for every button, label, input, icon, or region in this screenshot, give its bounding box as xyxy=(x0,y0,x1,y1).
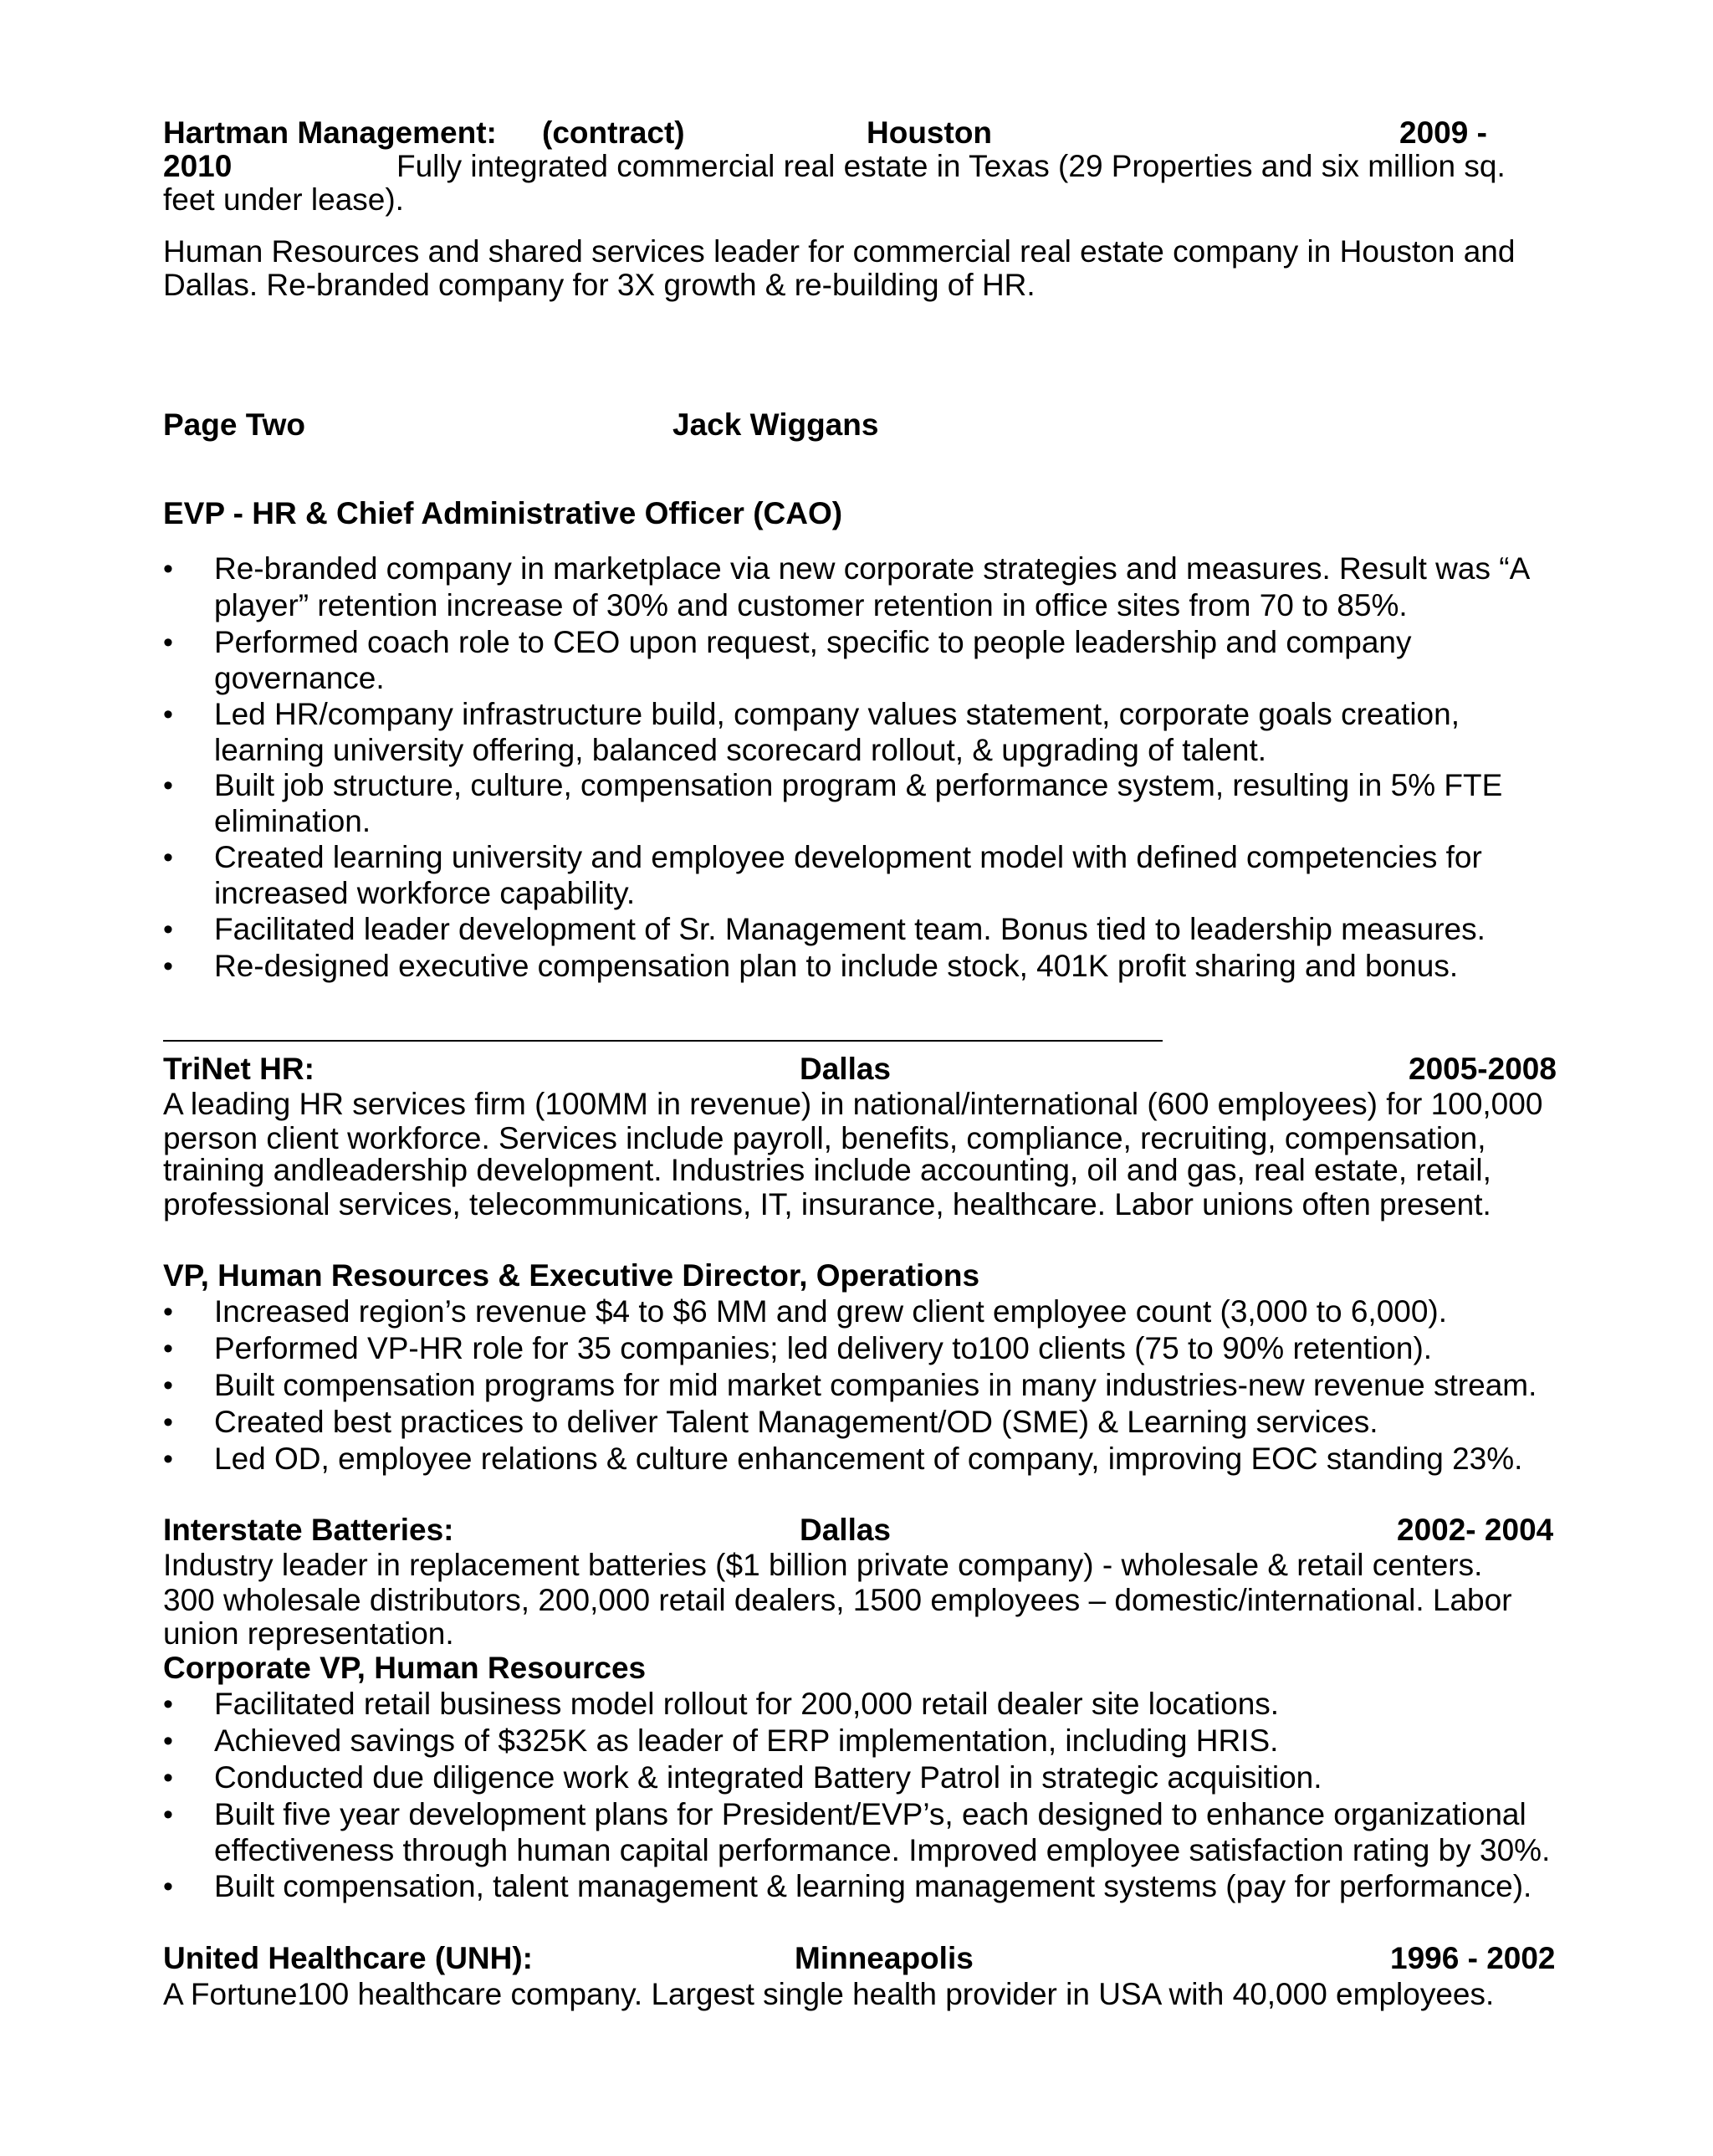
trinet-desc-1: A leading HR services firm (100MM in revenue) in national/international (600 employees) for 100,000 xyxy=(163,1087,1543,1121)
evp-bullet-5-line-1: Created learning university and employee development model with defined competencies for xyxy=(214,840,1482,874)
bullet-icon: • xyxy=(163,699,173,730)
evp-bullet-1-line-2: player” retention increase of 30% and customer retention in office sites from 70 to 85%. xyxy=(214,588,1408,622)
bullet-icon: • xyxy=(163,1333,173,1365)
interstate-dates: 2002- 2004 xyxy=(1397,1513,1554,1547)
evp-bullet-4-line-2: elimination. xyxy=(214,804,371,838)
bullet-icon: • xyxy=(163,1296,173,1328)
bullet-icon: • xyxy=(163,842,173,873)
interstate-bullet-2: Achieved savings of $325K as leader of ERP implementation, including HRIS. xyxy=(214,1723,1279,1758)
evp-bullet-3-line-1: Led HR/company infrastructure build, company values statement, corporate goals creation, xyxy=(214,697,1460,731)
trinet-company: TriNet HR: xyxy=(163,1052,314,1086)
interstate-desc-1: Industry leader in replacement batteries ($1 billion private company) - wholesale & retail centers. xyxy=(163,1548,1483,1582)
interstate-location: Dallas xyxy=(800,1513,892,1547)
hartman-desc-1: Fully integrated commercial real estate in Texas (29 Properties and six million sq. xyxy=(396,149,1506,183)
trinet-bullet-1: Increased region’s revenue $4 to $6 MM and grew client employee count (3,000 to 6,000). xyxy=(214,1294,1448,1329)
bullet-icon: • xyxy=(163,1443,173,1475)
interstate-bullet-3: Conducted due diligence work & integrated Battery Patrol in strategic acquisition. xyxy=(214,1760,1322,1795)
unh-dates: 1996 - 2002 xyxy=(1390,1941,1556,1975)
interstate-title: Corporate VP, Human Resources xyxy=(163,1651,647,1685)
bullet-icon: • xyxy=(163,1799,173,1831)
hartman-summary-2: Dallas. Re-branded company for 3X growth & re-building of HR. xyxy=(163,268,1035,302)
hartman-dates-end: 2010 xyxy=(163,149,233,183)
bullet-icon: • xyxy=(163,1871,173,1903)
trinet-bullet-4: Created best practices to deliver Talent Management/OD (SME) & Learning services. xyxy=(214,1405,1378,1439)
evp-bullet-2-line-2: governance. xyxy=(214,661,385,695)
evp-bullet-3-line-2: learning university offering, balanced scorecard rollout, & upgrading of talent. xyxy=(214,733,1267,767)
hartman-location: Houston xyxy=(867,115,993,150)
trinet-title: VP, Human Resources & Executive Director, Operations xyxy=(163,1258,980,1293)
trinet-desc-4: professional services, telecommunications, IT, insurance, healthcare. Labor unions often present. xyxy=(163,1187,1491,1221)
interstate-desc-2: 300 wholesale distributors, 200,000 retail dealers, 1500 employees – domestic/international. Labor xyxy=(163,1583,1512,1617)
candidate-name: Jack Wiggans xyxy=(672,407,879,442)
page-label: Page Two xyxy=(163,407,305,442)
interstate-bullet-4-line-1: Built five year development plans for President/EVP’s, each designed to enhance organizational xyxy=(214,1797,1526,1831)
trinet-bullet-2: Performed VP-HR role for 35 companies; led delivery to100 clients (75 to 90% retention). xyxy=(214,1331,1433,1365)
evp-bullet-2-line-1: Performed coach role to CEO upon request, specific to people leadership and company xyxy=(214,625,1412,659)
unh-location: Minneapolis xyxy=(795,1941,974,1975)
bullet-icon: • xyxy=(163,1370,173,1401)
bullet-icon: • xyxy=(163,627,173,658)
evp-title: EVP - HR & Chief Administrative Officer (CAO) xyxy=(163,496,843,530)
bullet-icon: • xyxy=(163,1762,173,1794)
hartman-summary-1: Human Resources and shared services leader for commercial real estate company in Houston and xyxy=(163,234,1516,269)
bullet-icon: • xyxy=(163,770,173,801)
section-divider xyxy=(163,1040,1163,1042)
hartman-desc-2: feet under lease). xyxy=(163,182,404,217)
evp-bullet-5-line-2: increased workforce capability. xyxy=(214,876,636,910)
interstate-company: Interstate Batteries: xyxy=(163,1513,454,1547)
unh-desc: A Fortune100 healthcare company. Largest single health provider in USA with 40,000 employees. xyxy=(163,1977,1495,2011)
evp-bullet-4-line-1: Built job structure, culture, compensation program & performance system, resulting in 5% FTE xyxy=(214,768,1503,802)
hartman-dates-start: 2009 - xyxy=(1399,115,1487,150)
evp-bullet-6-line-1: Facilitated leader development of Sr. Management team. Bonus tied to leadership measures. xyxy=(214,912,1485,946)
bullet-icon: • xyxy=(163,1725,173,1757)
bullet-icon: • xyxy=(163,950,173,982)
interstate-bullet-1: Facilitated retail business model rollout for 200,000 retail dealer site locations. xyxy=(214,1687,1280,1721)
bullet-icon: • xyxy=(163,553,173,585)
interstate-bullet-5: Built compensation, talent management & learning management systems (pay for performance). xyxy=(214,1869,1532,1903)
bullet-icon: • xyxy=(163,914,173,945)
evp-bullet-7-line-1: Re-designed executive compensation plan to include stock, 401K profit sharing and bonus. xyxy=(214,949,1459,983)
trinet-bullet-3: Built compensation programs for mid market companies in many industries-new revenue stream. xyxy=(214,1368,1537,1402)
interstate-bullet-4-line-2: effectiveness through human capital performance. Improved employee satisfaction rating by 30%. xyxy=(214,1833,1551,1867)
trinet-desc-2: person client workforce. Services include payroll, benefits, compliance, recruiting, compensation, xyxy=(163,1121,1486,1155)
interstate-desc-3: union representation. xyxy=(163,1616,454,1651)
hartman-contract: (contract) xyxy=(542,115,685,150)
bullet-icon: • xyxy=(163,1688,173,1720)
unh-company: United Healthcare (UNH): xyxy=(163,1941,533,1975)
trinet-dates: 2005-2008 xyxy=(1409,1052,1557,1086)
hartman-company: Hartman Management: xyxy=(163,115,497,150)
evp-bullet-1-line-1: Re-branded company in marketplace via new corporate strategies and measures. Result was “A xyxy=(214,551,1531,586)
trinet-location: Dallas xyxy=(800,1052,892,1086)
bullet-icon: • xyxy=(163,1406,173,1438)
trinet-desc-3: training andleadership development. Industries include accounting, oil and gas, real estate, retail, xyxy=(163,1153,1491,1187)
trinet-bullet-5: Led OD, employee relations & culture enhancement of company, improving EOC standing 23%. xyxy=(214,1442,1523,1476)
